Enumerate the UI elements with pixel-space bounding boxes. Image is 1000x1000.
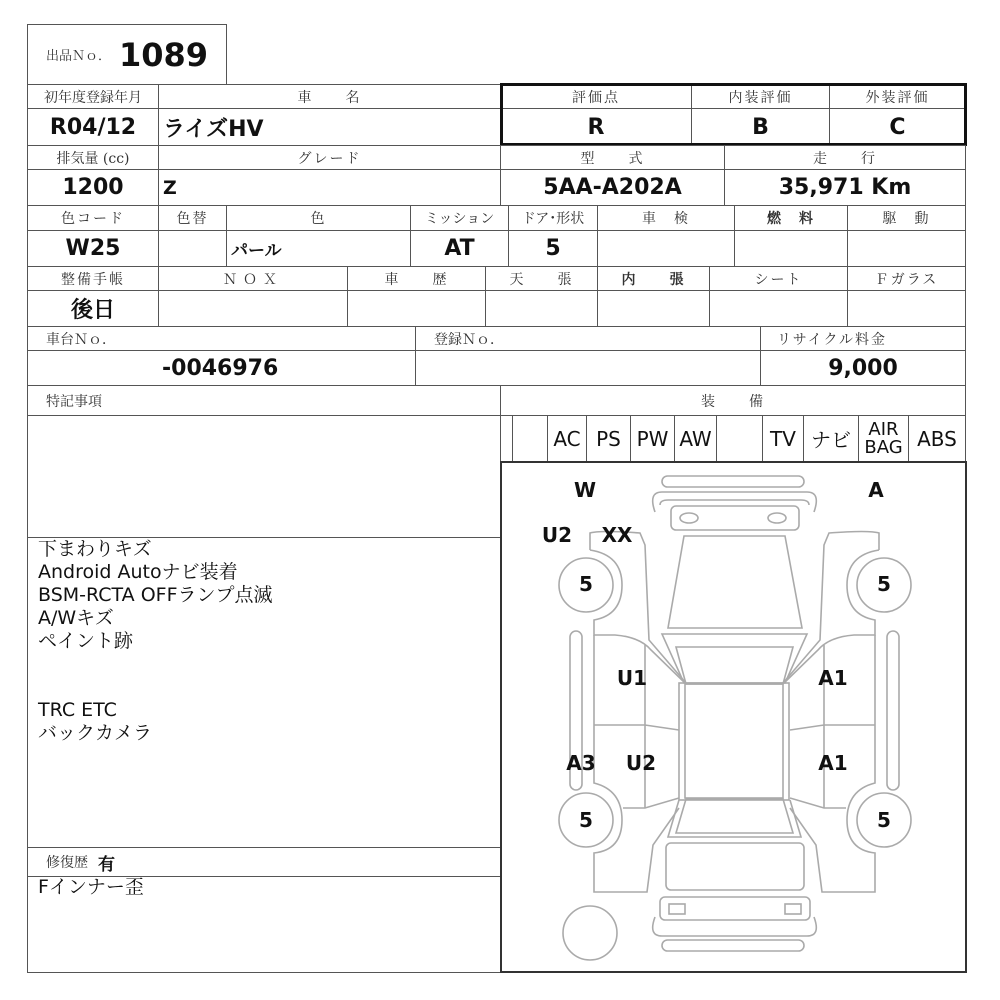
- model-label: 型 式: [500, 145, 725, 170]
- taillight-left: [669, 904, 685, 914]
- model-value: 5AA-A202A: [500, 169, 725, 206]
- color-code-label: 色コード: [27, 205, 159, 231]
- mileage-label: 走 行: [724, 145, 966, 170]
- chassis-label: 車台Ｎｏ．: [27, 326, 416, 351]
- spare-tire: [563, 906, 617, 960]
- rear-panel: [660, 897, 810, 920]
- front-bumper-bar: [662, 476, 804, 487]
- note-line: A/Wキズ: [38, 607, 114, 629]
- color-code-value: W25: [27, 230, 159, 267]
- tire-rear-left-value: 5: [579, 808, 593, 832]
- note-line: BSM-RCTA OFFランプ点滅: [38, 584, 273, 606]
- lot-number: 1089: [118, 35, 209, 74]
- grade-value: Z: [158, 169, 501, 206]
- equipment-pw: PW: [630, 415, 675, 462]
- service-book-label: 整備手帳: [27, 266, 159, 291]
- mark-left-front-fender: U2: [541, 523, 573, 547]
- equipment-ps: PS: [586, 415, 631, 462]
- mark-left-rear-skirt: A3: [566, 751, 596, 775]
- color-label: 色: [226, 205, 411, 231]
- service-book-value: 後日: [27, 290, 159, 327]
- equipment-ac: AC: [547, 415, 587, 462]
- chassis-value: -0046976: [27, 350, 416, 386]
- transmission-label: ミッション: [410, 205, 509, 231]
- transmission-value: AT: [410, 230, 509, 267]
- grade-label: グレード: [158, 145, 501, 170]
- grille: [671, 506, 799, 530]
- repair-value: 有: [98, 854, 115, 875]
- fglass-label: Ｆガラス: [847, 266, 966, 291]
- headlight-left: [680, 513, 698, 523]
- recycle-label: リサイクル料金: [760, 326, 966, 351]
- first-reg-label: 初年度登録年月: [27, 84, 159, 109]
- car-name-value: ライズHV: [158, 108, 501, 146]
- trunk: [666, 843, 804, 890]
- tire-front-left-value: 5: [579, 572, 593, 596]
- note-line: ペイント跡: [38, 630, 134, 652]
- mark-left-front-door: U1: [616, 666, 648, 690]
- first-reg-value: R04/12: [27, 108, 159, 146]
- exterior-label: 外装評価: [829, 84, 966, 109]
- rear-window: [668, 799, 801, 837]
- equipment-navi: ナビ: [803, 415, 859, 462]
- mark-left-front-fender-2: XX: [601, 523, 633, 547]
- doors-label: ドア･形状: [508, 205, 598, 231]
- inspection-label: 車 検: [597, 205, 735, 231]
- color-value: パール: [226, 230, 411, 267]
- equipment-airbag: AIR BAG: [858, 415, 909, 462]
- doors-value: 5: [508, 230, 598, 267]
- mark-left-rear-door: U2: [625, 751, 657, 775]
- mark-right-rear-door: A1: [818, 751, 848, 775]
- mileage-value: 35,971 Km: [724, 169, 966, 206]
- notes-label: 特記事項: [27, 385, 501, 416]
- repair-label: 修復歴: [46, 855, 88, 871]
- note-line: 下まわりキズ: [38, 538, 152, 560]
- roof: [685, 684, 783, 798]
- note-line: TRC ETC: [38, 699, 117, 721]
- displacement-label: 排気量 (cc): [27, 145, 159, 170]
- equipment-abs: ABS: [908, 415, 966, 462]
- equipment-aw: AW: [674, 415, 717, 462]
- rear-bumper-bar: [662, 940, 804, 951]
- recycle-value: 9,000: [760, 350, 966, 386]
- note-line: バックカメラ: [38, 722, 153, 744]
- mark-front-right: A: [868, 478, 884, 502]
- windshield: [676, 647, 793, 684]
- lot-label: 出品Ｎｏ．: [45, 49, 111, 64]
- score-value: R: [500, 108, 692, 146]
- seat-label: シート: [709, 266, 848, 291]
- history-label: 車 歴: [347, 266, 486, 291]
- interior-label: 内装評価: [691, 84, 830, 109]
- tire-front-right-value: 5: [877, 572, 891, 596]
- fuel-label: 燃 料: [734, 205, 848, 231]
- interior-trim-label: 内 張: [597, 266, 710, 291]
- equipment-tv: TV: [762, 415, 804, 462]
- interior-value: B: [691, 108, 830, 146]
- note-line: Android Autoナビ装着: [38, 561, 238, 583]
- mark-front-left: W: [573, 478, 597, 502]
- displacement-value: 1200: [27, 169, 159, 206]
- tire-rear-right-value: 5: [877, 808, 891, 832]
- mark-right-front-door: A1: [818, 666, 848, 690]
- equipment-label: 装 備: [500, 385, 966, 416]
- repair-note: Fインナー歪: [38, 876, 144, 898]
- taillight-right: [785, 904, 801, 914]
- headlight-right: [768, 513, 786, 523]
- hood: [668, 536, 802, 628]
- headliner-label: 天 張: [485, 266, 598, 291]
- nox-label: ＮＯＸ: [158, 266, 348, 291]
- roof-outer: [679, 683, 789, 800]
- front-bumper: [653, 492, 817, 512]
- score-label: 評価点: [500, 84, 692, 109]
- drive-label: 駆 動: [847, 205, 966, 231]
- color-change-label: 色替: [158, 205, 227, 231]
- exterior-value: C: [829, 108, 966, 146]
- registration-label: 登録Ｎｏ．: [415, 326, 761, 351]
- car-name-label: 車 名: [158, 84, 501, 109]
